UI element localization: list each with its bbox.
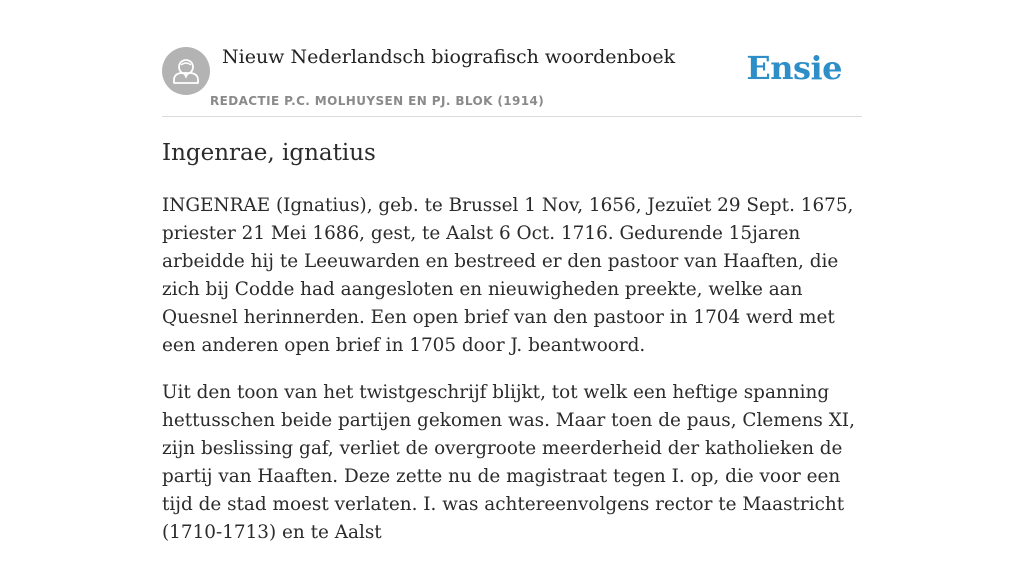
entry-body	[162, 192, 862, 566]
user-icon	[162, 47, 210, 95]
avatar[interactable]	[162, 47, 210, 95]
brand-logo[interactable]: Ensie	[746, 49, 842, 87]
article-page	[162, 0, 862, 543]
source-editors: REDACTIE P.C. MOLHUYSEN EN PJ. BLOK (1914)	[210, 94, 545, 108]
source-header	[162, 0, 862, 117]
source-title[interactable]: Nieuw Nederlandsch biografisch woordenboek	[222, 46, 676, 68]
entry-paragraph-1: INGENRAE (Ignatius), geb. te Brussel 1 Nov, 1656, Jezuïet 29 Sept. 1675, priester 21 Mei 1686, gest, te Aalst 6 Oct. 1716. Gedurende 15jaren arbeidde hij te Leeuwarden en bestreed er den pastoor van Haaften, die zich bij Codde had aangesloten en nieuwigheden preekte, welke aan Quesnel herinnerden. Een open brief van den pastoor in 1704 werd met een anderen open brief in 1705 door J. beantwoord.	[162, 195, 854, 356]
entry-paragraph-2: Uit den toon van het twistgeschrijf blijkt, tot welk een heftige spanning hettusschen beide partijen gekomen was. Maar toen de paus, Clemens XI, zijn beslissing gaf, verliet de overgroote meerderheid der katholieken de partij van Haaften. Deze zette nu de magistraat tegen I. op, die voor een tijd de stad moest verlaten. I. was achtereenvolgens rector te Maastricht (1710-1713) en te Aalst	[162, 382, 855, 543]
entry-title: Ingenrae, ignatius	[162, 140, 376, 166]
